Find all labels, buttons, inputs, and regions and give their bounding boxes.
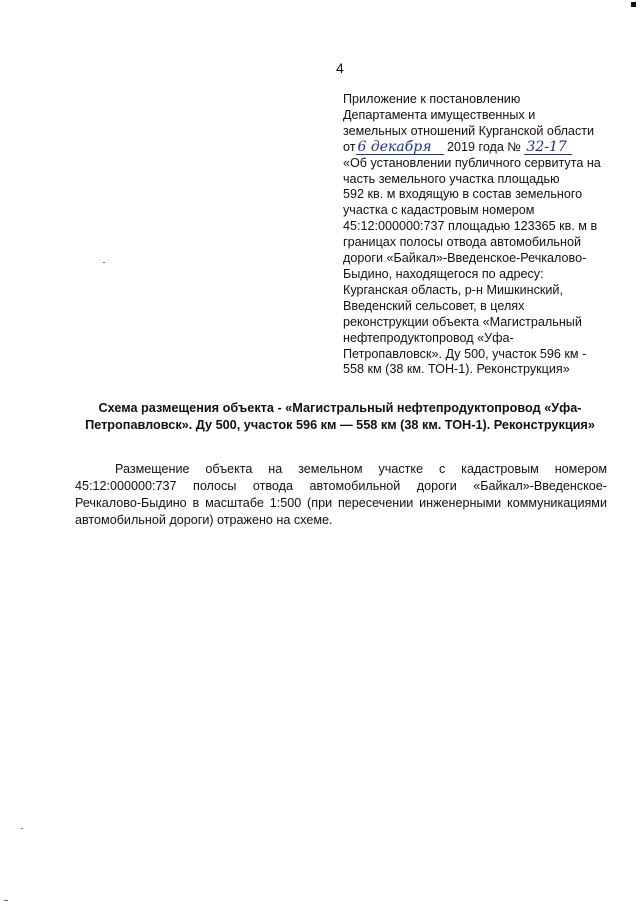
appendix-line: 592 кв. м входящую в состав земельного bbox=[343, 187, 583, 202]
appendix-line: Введенский сельсовет, в целях bbox=[343, 298, 525, 313]
appendix-line: дороги «Байкал»-Введенское-Речкалово- bbox=[343, 251, 587, 266]
appendix-line: границах полосы отвода автомобильной bbox=[343, 235, 581, 250]
scan-speck bbox=[4, 900, 8, 901]
scan-corner-mark bbox=[631, 2, 636, 7]
scan-speck bbox=[21, 828, 23, 829]
page-number: 4 bbox=[336, 60, 344, 76]
handwritten-number: 32-17 bbox=[524, 141, 572, 155]
appendix-line: Департамента имущественных и bbox=[343, 107, 536, 122]
document-title: Схема размещения объекта - «Магистральный нефтепродуктопровод «Уфа-Петропавловск». Ду 500, участок 596 км — 558 км (38 км. ТОН-1). Реконструкция» bbox=[85, 401, 595, 432]
handwritten-date: 6 декабря bbox=[356, 141, 444, 155]
appendix-line: Приложение к постановлению bbox=[343, 92, 521, 106]
scan-speck bbox=[103, 262, 105, 263]
appendix-line: 558 км (38 км. ТОН-1). Реконструкция» bbox=[343, 362, 570, 377]
appendix-line: Курганская область, р-н Мишкинский, bbox=[343, 282, 563, 297]
appendix-line: 45:12:000000:737 площадью 123365 кв. м в bbox=[343, 219, 598, 234]
appendix-line: нефтепродуктопровод «Уфа- bbox=[343, 330, 514, 345]
appendix-date-line bbox=[343, 140, 611, 156]
appendix-line: участка с кадастровым номером bbox=[343, 203, 535, 218]
appendix-header bbox=[343, 92, 611, 378]
appendix-line: «Об установлении публичного сервитута на bbox=[343, 155, 601, 170]
appendix-line: Петропавловск». Ду 500, участок 596 км - bbox=[343, 346, 587, 361]
date-year-text: 2019 года № bbox=[447, 139, 521, 154]
appendix-line: земельных отношений Курганской области bbox=[343, 123, 595, 138]
appendix-line: Быдино, находящегося по адресу: bbox=[343, 266, 544, 281]
body-paragraph bbox=[75, 461, 607, 529]
appendix-line: реконструкции объекта «Магистральный bbox=[343, 314, 582, 329]
date-prefix: от bbox=[343, 139, 356, 154]
body-paragraph-text: Размещение объекта на земельном участке с кадастровым номером 45:12:000000:737 полосы отвода автомобильной дороги «Байкал»-Введенское-Речкалово-Быдино в масштабе 1:500 (при пересечении инженерными коммуникациями автомобильной дороги) отражено на схеме. bbox=[75, 462, 607, 527]
appendix-line: часть земельного участка площадью bbox=[343, 171, 560, 186]
